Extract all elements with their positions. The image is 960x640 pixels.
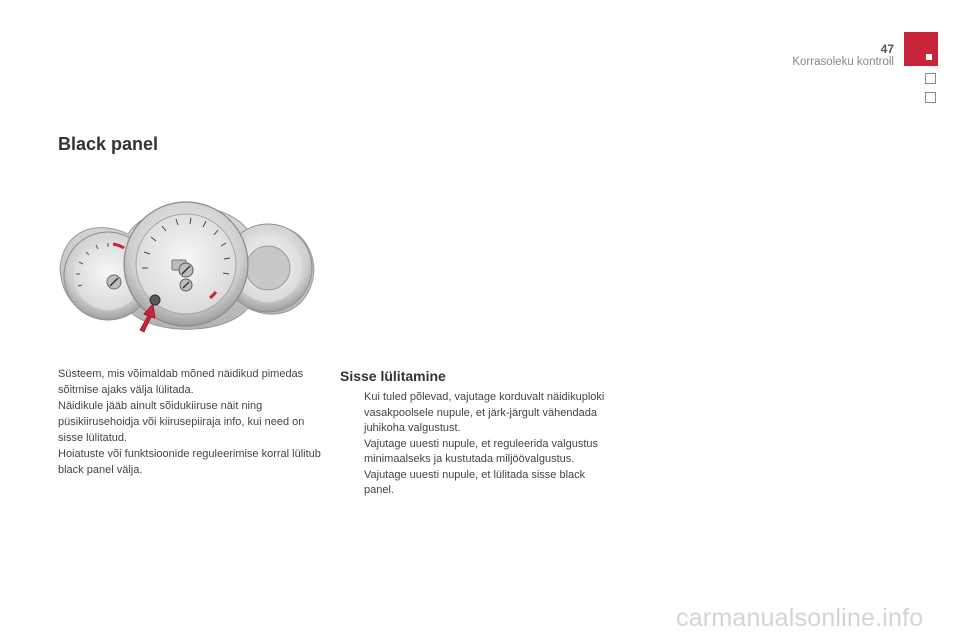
chapter-tab[interactable] [925, 73, 936, 84]
steps-list [341, 390, 611, 499]
step-text: Kui tuled põlevad, vajutage korduvalt näidikuploki vasakpoolsele nupule, et järk-järgult vähendada juhikoha valgustust. [364, 391, 605, 434]
section-subheading: Sisse lülitamine [340, 368, 446, 384]
step-text: Vajutage uuesti nupule, et reguleerida valgustus minimaalseks ja kustutada miljöövalgustus. [364, 437, 599, 465]
watermark: carmanualsonline.info [676, 604, 924, 632]
page-number: 47 [880, 42, 894, 56]
intro-text [58, 366, 324, 478]
intro-paragraph: Näidikule jääb ainult sõidukiiruse näit ning püsikiirusehoidja või kiirusepiiraja info, kui need on sisse lülitatud. [58, 400, 305, 444]
chapter-tab[interactable] [925, 92, 936, 103]
tab-marker-icon [926, 54, 932, 60]
page-title: Black panel [58, 134, 159, 154]
section-title: Korrasoleku kontroll [792, 56, 894, 68]
step-text: Vajutage uuesti nupule, et lülitada sisse black panel. [364, 468, 586, 496]
list-item [341, 468, 611, 499]
list-item [341, 390, 611, 437]
list-item [341, 437, 611, 468]
chapter-tab-active[interactable] [904, 32, 938, 66]
instrument-cluster-icon [58, 190, 316, 338]
intro-paragraph: Süsteem, mis võimaldab mõned näidikud pimedas sõitmise ajaks välja lülitada. [58, 368, 304, 396]
intro-paragraph: Hoiatuste või funktsioonide reguleerimise korral lülitub black panel välja. [58, 448, 321, 476]
